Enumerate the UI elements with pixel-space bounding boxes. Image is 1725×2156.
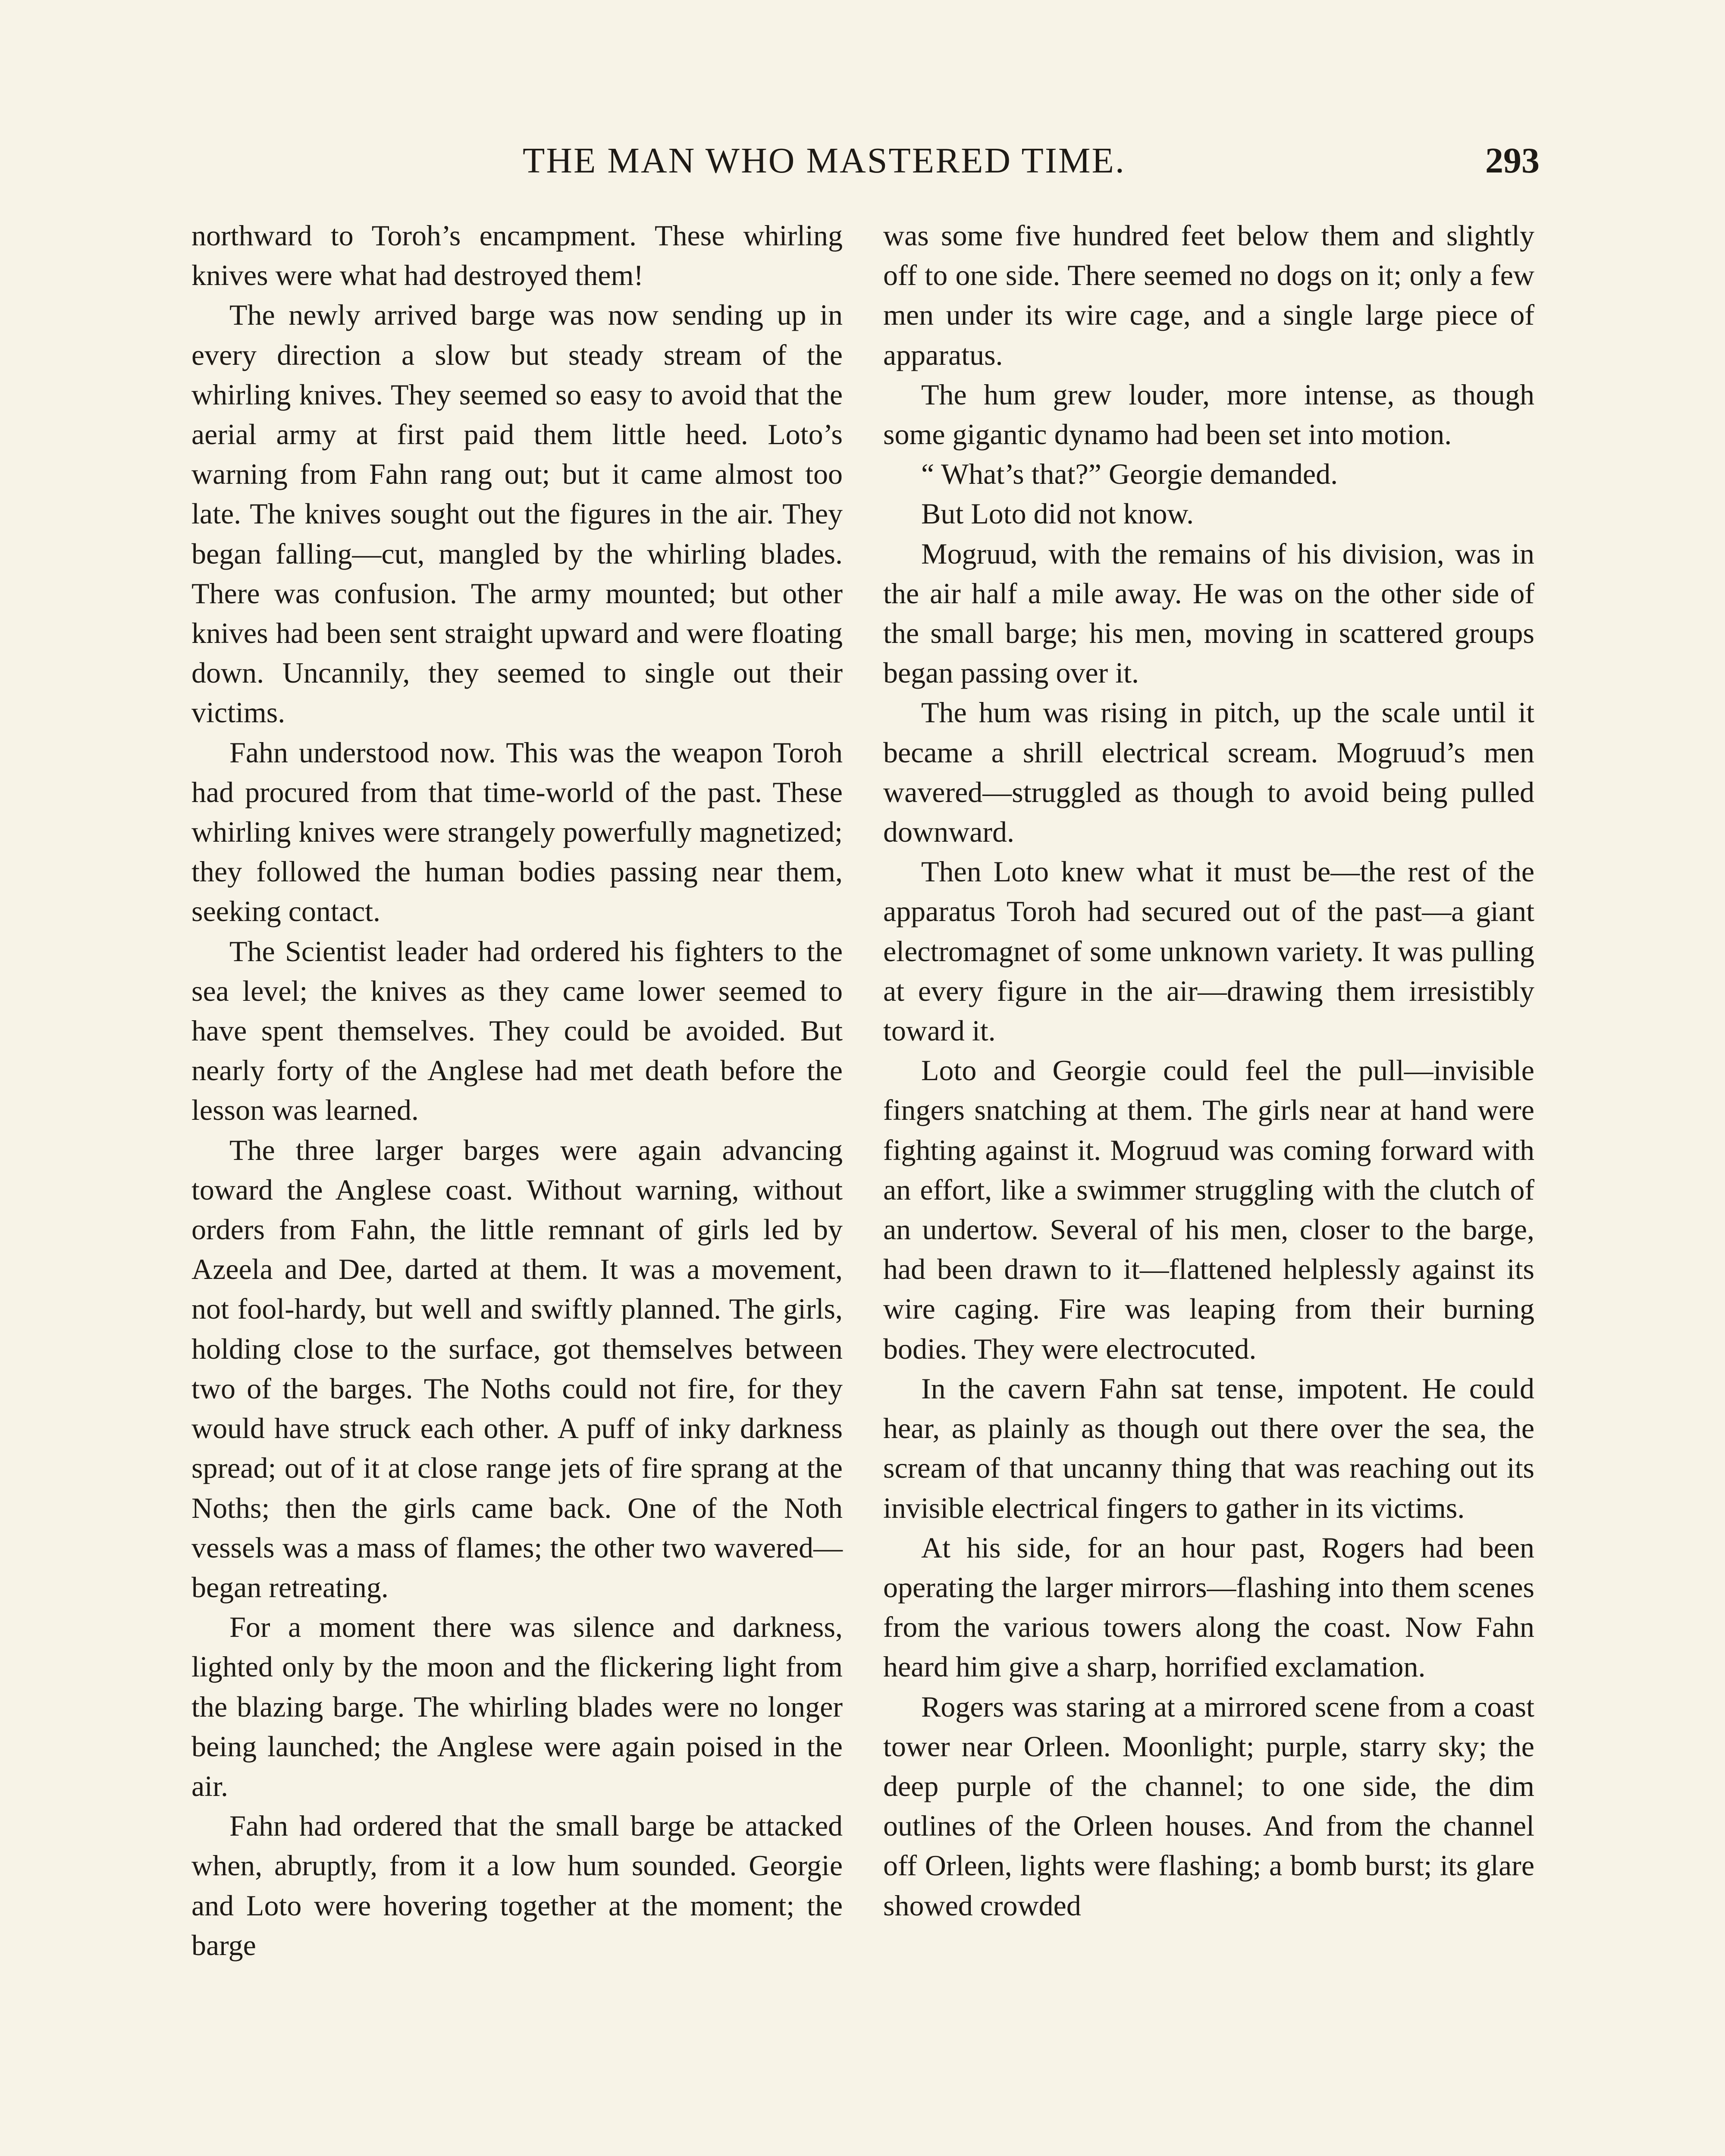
paragraph: The Scientist leader had ordered his fighters to the sea level; the knives as they came lower seemed to have spent themselves. They could be avoided. But nearly forty of the Anglese had met death before the lesson was learned. — [191, 934, 843, 1127]
paragraph: In the cavern Fahn sat tense, impotent. He could hear, as plainly as though out there over the sea, the scream of that uncanny thing that was reaching out its invisible electrical fingers to gather in its victims. — [883, 1372, 1534, 1524]
paragraph: The hum was rising in pitch, up the scale until it became a shrill electrical scream. Mogruud’s men wavered—struggled as though to avoid being pulled downward. — [883, 696, 1534, 849]
paragraph: The hum grew louder, more intense, as though some gigantic dynamo had been set into motion. — [883, 378, 1534, 451]
paragraph: northward to Toroh’s encampment. These whirling knives were what had destroyed them! — [191, 219, 843, 292]
paragraph: The three larger barges were again advancing toward the Anglese coast. Without warning, without orders from Fahn, the little remnant of girls led by Azeela and Dee, darted at them. It was a movement, not fool-hardy, but well and swiftly planned. The girls, holding close to the surface, got themselves between two of the barges. The Noths could not fire, for they would have struck each other. A puff of inky darkness spread; out of it at close range jets of fire sprang at the Noths; then the girls came back. One of the Noth vessels was a mass of flames; the other two wavered—began retreating. — [191, 1133, 843, 1604]
page-number: 293 — [1485, 141, 1540, 181]
paragraph: Then Loto knew what it must be—the rest of the apparatus Toroh had secured out of the past—a giant electromagnet of some unknown variety. It was pulling at every figure in the air—drawing them irresistibly toward it. — [883, 855, 1534, 1047]
paragraph: But Loto did not know. — [921, 497, 1194, 530]
paragraph: For a moment there was silence and darkness, lighted only by the moon and the flickering light from the blazing barge. The whirling blades were no longer being launched; the Anglese were again poised in the air. — [191, 1611, 843, 1802]
paragraph: was some five hundred feet below them and slightly off to one side. There seemed no dogs on it; only a few men under its wire cage, and a single large piece of apparatus. — [883, 219, 1534, 371]
paragraph: Loto and Georgie could feel the pull—invisible fingers snatching at them. The girls near at hand were fighting against it. Mogruud was coming forward with an effort, like a swimmer struggling with the clutch of an undertow. Several of his men, closer to the barge, had been drawn to it—flattened helplessly against its wire caging. Fire was leaping from their burning bodies. They were electrocuted. — [883, 1054, 1534, 1365]
paragraph: The newly arrived barge was now sending up in every direction a slow but steady stream of the whirling knives. They seemed so easy to avoid that the aerial army at first paid them little heed. Loto’s warning from Fahn rang out; but it came almost too late. The knives sought out the figures in the air. They began falling—cut, mangled by the whirling blades. There was confusion. The army mounted; but other knives had been sent straight upward and were floating down. Uncannily, they seemed to single out their victims. — [191, 298, 843, 729]
right-column — [883, 216, 1534, 1925]
paragraph: At his side, for an hour past, Rogers had been operating the larger mirrors—flashing into them scenes from the various towers along the coast. Now Fahn heard him give a sharp, horrified exclamation. — [883, 1531, 1534, 1683]
paragraph: Mogruud, with the remains of his division, was in the air half a mile away. He was on the other side of the small barge; his men, moving in scattered groups began passing over it. — [883, 537, 1534, 689]
paragraph: “ What’s that?” Georgie demanded. — [921, 458, 1338, 491]
page-header — [191, 137, 1540, 185]
paragraph: Fahn understood now. This was the weapon Toroh had procured from that time-world of the past. These whirling knives were strangely powerfully magnetized; they followed the human bodies passing near them, seeking contact. — [191, 736, 843, 928]
paragraph: Rogers was staring at a mirrored scene from a coast tower near Orleen. Moonlight; purple, starry sky; the deep purple of the channel; to one side, the dim outlines of the Orleen houses. And from the channel off Orleen, lights were flashing; a bomb burst; its glare showed crowded — [883, 1690, 1534, 1922]
running-title: THE MAN WHO MASTERED TIME. — [523, 141, 1126, 181]
left-column — [191, 216, 843, 1965]
paragraph: Fahn had ordered that the small barge be attacked when, abruptly, from it a low hum sounded. Georgie and Loto were hovering together at the moment; the barge — [191, 1809, 843, 1962]
